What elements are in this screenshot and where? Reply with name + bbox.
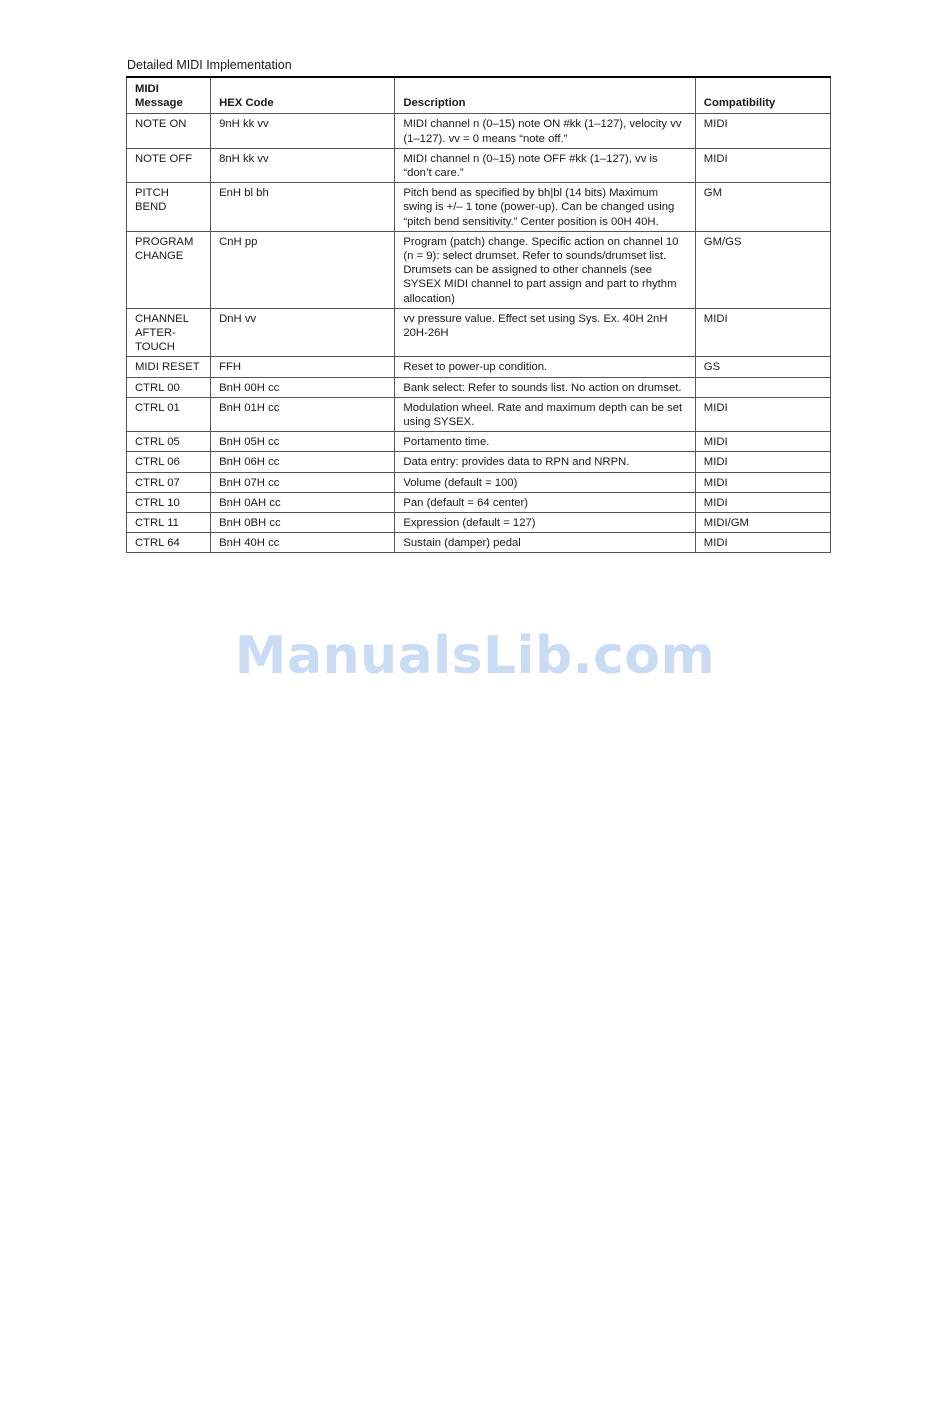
- cell-midi-message: CTRL 64: [127, 533, 211, 553]
- table-row: [127, 308, 831, 357]
- cell-compatibility: MIDI: [695, 472, 830, 492]
- table-row: [127, 183, 831, 232]
- table-body: [127, 114, 831, 553]
- cell-description: Expression (default = 127): [395, 513, 695, 533]
- cell-description: Pan (default = 64 center): [395, 492, 695, 512]
- cell-hex-code: BnH 05H cc: [211, 432, 395, 452]
- cell-midi-message: CHANNEL AFTER-TOUCH: [127, 308, 211, 357]
- cell-hex-code: BnH 40H cc: [211, 533, 395, 553]
- table-row: [127, 148, 831, 182]
- cell-midi-message: MIDI RESET: [127, 357, 211, 377]
- table-row: [127, 397, 831, 431]
- cell-description: Data entry: provides data to RPN and NRPN.: [395, 452, 695, 472]
- cell-hex-code: BnH 0BH cc: [211, 513, 395, 533]
- cell-hex-code: CnH pp: [211, 231, 395, 308]
- cell-compatibility: GM/GS: [695, 231, 830, 308]
- cell-midi-message: CTRL 11: [127, 513, 211, 533]
- cell-midi-message: CTRL 01: [127, 397, 211, 431]
- cell-midi-message: CTRL 05: [127, 432, 211, 452]
- cell-description: MIDI channel n (0–15) note ON #kk (1–127), velocity vv (1–127). vv = 0 means “note off.”: [395, 114, 695, 148]
- header-midi-message: MIDI Message: [127, 77, 211, 114]
- cell-hex-code: FFH: [211, 357, 395, 377]
- cell-description: vv pressure value. Effect set using Sys. Ex. 40H 2nH 20H-26H: [395, 308, 695, 357]
- table-row: [127, 357, 831, 377]
- cell-description: Reset to power-up condition.: [395, 357, 695, 377]
- cell-midi-message: CTRL 07: [127, 472, 211, 492]
- page-title: Detailed MIDI Implementation: [127, 58, 292, 72]
- cell-compatibility: MIDI: [695, 148, 830, 182]
- cell-midi-message: PITCH BEND: [127, 183, 211, 232]
- cell-hex-code: EnH bl bh: [211, 183, 395, 232]
- cell-compatibility: [695, 377, 830, 397]
- table-row: [127, 533, 831, 553]
- table-row: [127, 472, 831, 492]
- cell-hex-code: DnH vv: [211, 308, 395, 357]
- cell-hex-code: BnH 01H cc: [211, 397, 395, 431]
- cell-midi-message: PROGRAM CHANGE: [127, 231, 211, 308]
- cell-description: Sustain (damper) pedal: [395, 533, 695, 553]
- table-row: [127, 452, 831, 472]
- header-description: Description: [395, 77, 695, 114]
- cell-hex-code: 9nH kk vv: [211, 114, 395, 148]
- table-row: [127, 231, 831, 308]
- cell-midi-message: CTRL 06: [127, 452, 211, 472]
- cell-description: Bank select: Refer to sounds list. No action on drumset.: [395, 377, 695, 397]
- cell-description: Program (patch) change. Specific action on channel 10 (n = 9): select drumset. Refer to sounds/drumset list. Drumsets can be assigned to other channels (see SYSEX MIDI channel to part assign and part to rhythm allocation): [395, 231, 695, 308]
- table-row: [127, 432, 831, 452]
- cell-description: MIDI channel n (0–15) note OFF #kk (1–127), vv is “don’t care.”: [395, 148, 695, 182]
- watermark: ManualsLib.com: [234, 626, 716, 686]
- cell-description: Volume (default = 100): [395, 472, 695, 492]
- cell-midi-message: NOTE ON: [127, 114, 211, 148]
- cell-hex-code: BnH 07H cc: [211, 472, 395, 492]
- cell-compatibility: MIDI: [695, 308, 830, 357]
- table-row: [127, 377, 831, 397]
- cell-description: Pitch bend as specified by bh|bl (14 bits) Maximum swing is +/– 1 tone (power-up). Can be changed using “pitch bend sensitivity.” Center position is 00H 40H.: [395, 183, 695, 232]
- table-header-row: [127, 77, 831, 114]
- cell-hex-code: 8nH kk vv: [211, 148, 395, 182]
- cell-compatibility: MIDI: [695, 533, 830, 553]
- cell-hex-code: BnH 06H cc: [211, 452, 395, 472]
- table-row: [127, 513, 831, 533]
- cell-compatibility: MIDI: [695, 397, 830, 431]
- table-row: [127, 492, 831, 512]
- header-compatibility: Compatibility: [695, 77, 830, 114]
- cell-midi-message: CTRL 00: [127, 377, 211, 397]
- cell-hex-code: BnH 0AH cc: [211, 492, 395, 512]
- cell-compatibility: MIDI: [695, 114, 830, 148]
- cell-compatibility: MIDI: [695, 492, 830, 512]
- cell-description: Portamento time.: [395, 432, 695, 452]
- cell-compatibility: GS: [695, 357, 830, 377]
- cell-compatibility: MIDI/GM: [695, 513, 830, 533]
- cell-hex-code: BnH 00H cc: [211, 377, 395, 397]
- header-hex-code: HEX Code: [211, 77, 395, 114]
- cell-compatibility: MIDI: [695, 432, 830, 452]
- cell-compatibility: MIDI: [695, 452, 830, 472]
- cell-midi-message: CTRL 10: [127, 492, 211, 512]
- cell-description: Modulation wheel. Rate and maximum depth can be set using SYSEX.: [395, 397, 695, 431]
- table-row: [127, 114, 831, 148]
- cell-compatibility: GM: [695, 183, 830, 232]
- cell-midi-message: NOTE OFF: [127, 148, 211, 182]
- midi-implementation-table: [126, 76, 831, 553]
